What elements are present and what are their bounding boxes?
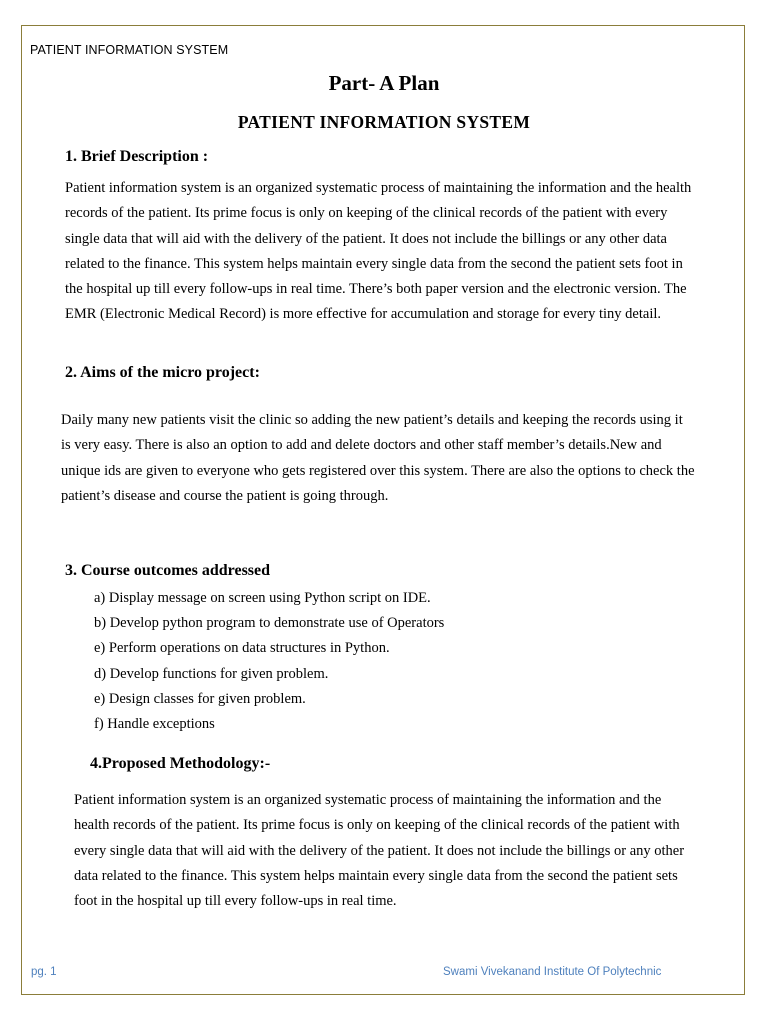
paragraph-line: Patient information system is an organized systematic process of maintaining the information and the health [65,180,692,196]
list-item: f) Handle exceptions [94,716,215,733]
paragraph-line: patient’s disease and course the patient is going through. [61,487,389,504]
paragraph-line: records of the patient. Its prime focus is only on keeping of the clinical records of the patient with every [65,205,668,222]
paragraph-line: Daily many new patients visit the clinic so adding the new patient’s details and keeping the records using it [61,412,683,428]
paragraph-line: unique ids are given to everyone who gets registered over this system. There are also the options to check the [61,462,695,479]
paragraph-line: data related to the finance. This system helps maintain every single data from the second the patient sets [74,867,678,884]
paragraph-line: related to the finance. This system helps maintain every single data from the second the patient sets foot in [65,255,683,272]
part-title: Part- A Plan [328,71,440,95]
list-item: e) Design classes for given problem. [94,690,306,707]
running-header: PATIENT INFORMATION SYSTEM [30,43,229,57]
list-item: b) Develop python program to demonstrate use of Operators [94,615,445,632]
paragraph-line: foot in the hospital up till every follow-ups in real time. [74,893,397,910]
list-item: a) Display message on screen using Python script on IDE. [94,590,431,606]
methodology-paragraph [74,788,739,914]
paragraph-line: health records of the patient. Its prime focus is only on keeping of the clinical records of the patient with [74,817,680,834]
list-item: e) Perform operations on data structures in Python. [94,640,390,657]
paragraph-line: EMR (Electronic Medical Record) is more effective for accumulation and storage for every tiny detail. [65,306,662,323]
footer-institute-name: Swami Vivekanand Institute Of Polytechnic [443,966,662,978]
document-title: PATIENT INFORMATION SYSTEM [237,112,531,132]
brief-description-paragraph [65,176,745,328]
paragraph-line: every single data that will aid with the delivery of the patient. It does not include the billings or any other [74,842,685,859]
list-item: d) Develop functions for given problem. [94,665,329,682]
paragraph-line: the hospital up till every follow-ups in real time. There’s both paper version and the electronic version. The [65,281,687,298]
page-number: pg. 1 [31,966,57,978]
section-heading-course-outcomes: 3. Course outcomes addressed [65,562,271,579]
course-outcomes-list [94,586,694,737]
section-heading-aims: 2. Aims of the micro project: [65,364,260,381]
paragraph-line: is very easy. There is also an option to add and delete doctors and other staff member’s details.New and [61,437,662,454]
paragraph-line: single data that will aid with the delivery of the patient. It does not include the billings or any other data [65,230,667,247]
aims-paragraph [61,408,746,509]
paragraph-line: Patient information system is an organized systematic process of maintaining the information and the [74,792,662,808]
section-heading-methodology: 4.Proposed Methodology:- [90,755,271,772]
section-heading-brief-description: 1. Brief Description : [65,148,209,165]
